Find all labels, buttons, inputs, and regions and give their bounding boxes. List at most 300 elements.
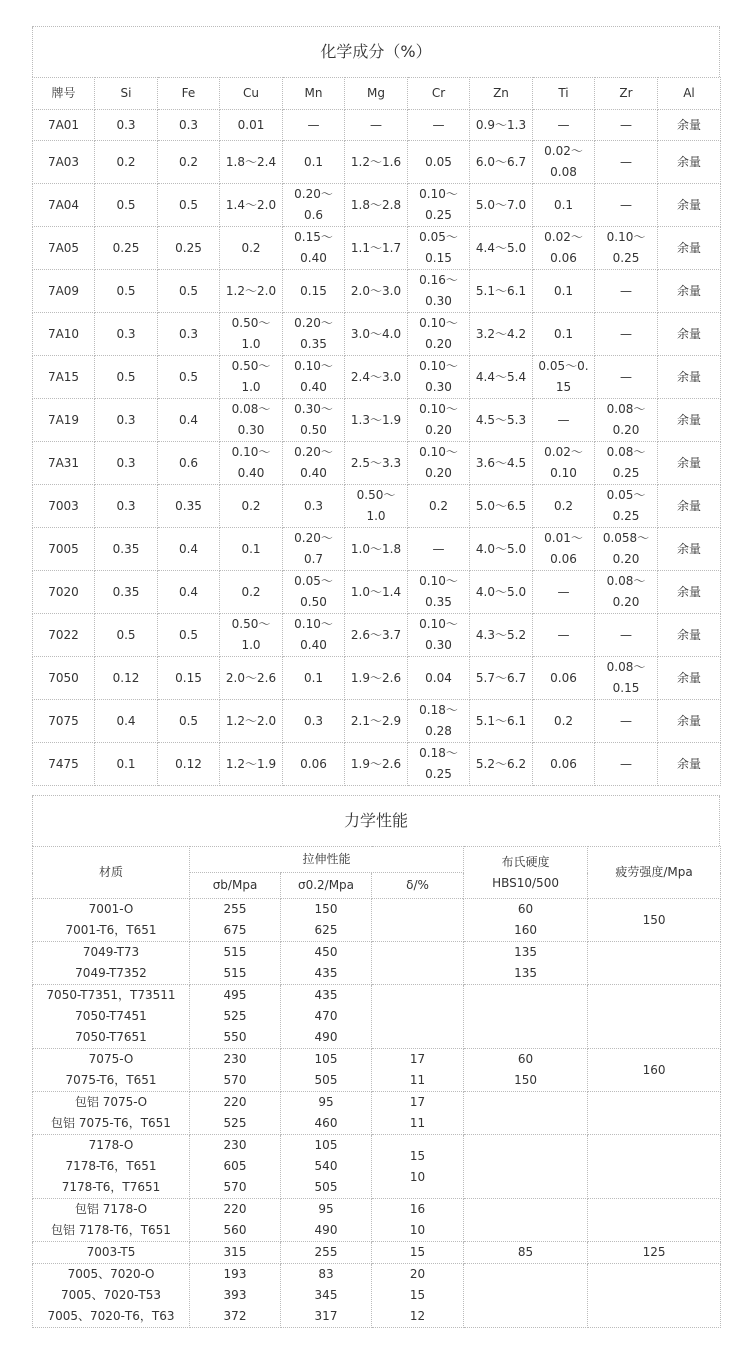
cell-text: 余量 bbox=[676, 713, 701, 728]
table-cell bbox=[658, 356, 721, 399]
cell-text: 0.2 bbox=[178, 154, 199, 169]
table-cell bbox=[283, 356, 345, 399]
table-cell bbox=[220, 184, 283, 227]
table-cell bbox=[595, 227, 658, 270]
table-cell bbox=[283, 141, 345, 184]
table-cell bbox=[588, 1092, 721, 1135]
table-cell bbox=[220, 571, 283, 614]
cell-text: 11 bbox=[409, 1116, 426, 1130]
table-cell bbox=[470, 399, 533, 442]
cell-text: 0.10 bbox=[550, 466, 577, 480]
table-cell bbox=[158, 110, 220, 141]
cell-text: 7005、7020-O bbox=[67, 1267, 155, 1281]
cell-text: 525 bbox=[223, 1009, 247, 1023]
table-cell bbox=[33, 528, 95, 571]
cell-text: 7020 bbox=[48, 584, 79, 599]
table-cell bbox=[283, 614, 345, 657]
table-cell bbox=[533, 700, 595, 743]
table-cell bbox=[658, 313, 721, 356]
table-cell bbox=[533, 313, 595, 356]
table-cell bbox=[595, 270, 658, 313]
cell-text: — bbox=[620, 117, 632, 132]
cell-text: 220 bbox=[223, 1095, 247, 1109]
cell-text: 0.05～0. bbox=[538, 359, 589, 373]
table-cell bbox=[408, 399, 470, 442]
cell-text: 7049-T73 bbox=[82, 945, 140, 959]
cell-text: 0.06 bbox=[300, 756, 327, 771]
table-row bbox=[33, 1135, 721, 1199]
cell-text: 0.15 bbox=[300, 283, 327, 298]
cell-text: 95 bbox=[318, 1202, 334, 1216]
table-cell bbox=[464, 1135, 588, 1199]
cell-text: 包铝 7178-T6，T651 bbox=[51, 1223, 171, 1237]
table-cell bbox=[220, 399, 283, 442]
table-cell bbox=[33, 270, 95, 313]
table-cell bbox=[658, 399, 721, 442]
table-cell bbox=[95, 442, 158, 485]
cell-text: 0.3 bbox=[116, 455, 136, 470]
table-cell bbox=[345, 442, 408, 485]
table-cell bbox=[464, 985, 588, 1049]
table-cell bbox=[345, 700, 408, 743]
cell-text: 0.20 bbox=[425, 466, 452, 480]
mechanical-properties-table bbox=[32, 846, 721, 1328]
cell-text: 0.20～ bbox=[294, 187, 333, 201]
cell-text: 0.04 bbox=[425, 670, 452, 685]
cell-text: 0.06 bbox=[550, 670, 577, 685]
table-cell bbox=[33, 985, 190, 1049]
cell-text: 525 bbox=[223, 1116, 247, 1130]
table-cell bbox=[95, 485, 158, 528]
cell-text: 0.2 bbox=[428, 498, 449, 513]
column-header: Fe bbox=[158, 78, 220, 110]
table-cell bbox=[595, 700, 658, 743]
table-cell bbox=[158, 528, 220, 571]
cell-text: 490 bbox=[314, 1030, 338, 1044]
table-cell bbox=[464, 1049, 588, 1092]
cell-text: 0.06 bbox=[550, 251, 577, 265]
header-sigma-b: σb/Mpa bbox=[190, 873, 281, 899]
table-cell bbox=[408, 110, 470, 141]
table-cell bbox=[190, 1264, 281, 1328]
cell-text: 0.058～ bbox=[602, 531, 650, 545]
cell-text: 0.08～ bbox=[606, 574, 646, 588]
table-row bbox=[33, 110, 721, 141]
cell-text: 1.3～1.9 bbox=[350, 412, 402, 427]
table-cell bbox=[595, 184, 658, 227]
cell-text: 0.1 bbox=[553, 326, 574, 341]
table-cell bbox=[281, 1264, 372, 1328]
table-cell bbox=[658, 110, 721, 141]
table-cell bbox=[345, 657, 408, 700]
cell-text: 0.02～ bbox=[544, 445, 583, 459]
cell-text: 0.08～ bbox=[606, 660, 646, 674]
table-cell bbox=[33, 1049, 190, 1092]
cell-text: 7A03 bbox=[47, 154, 80, 169]
table-cell bbox=[95, 571, 158, 614]
cell-text: — bbox=[620, 627, 632, 642]
cell-text: 372 bbox=[223, 1309, 247, 1323]
cell-text: 1.0～1.4 bbox=[350, 584, 402, 599]
table-header-row bbox=[33, 78, 721, 110]
cell-text: 0.15 bbox=[175, 670, 202, 685]
table-cell bbox=[658, 743, 721, 786]
table-cell bbox=[470, 571, 533, 614]
table-cell bbox=[595, 485, 658, 528]
cell-text: — bbox=[307, 117, 320, 132]
cell-text: 7050-T7451 bbox=[75, 1009, 147, 1023]
table-cell bbox=[533, 571, 595, 614]
table-cell bbox=[464, 1264, 588, 1328]
table-cell bbox=[220, 141, 283, 184]
table-cell bbox=[158, 442, 220, 485]
cell-text: 0.30 bbox=[425, 294, 452, 308]
table-cell bbox=[33, 227, 95, 270]
cell-text: 0.06 bbox=[550, 756, 577, 771]
table-cell bbox=[470, 743, 533, 786]
cell-text: 0.40 bbox=[300, 466, 327, 480]
cell-text: 160 bbox=[642, 1062, 666, 1077]
table-cell bbox=[95, 270, 158, 313]
cell-text: 4.5～5.3 bbox=[475, 412, 527, 427]
cell-text: 1.9～2.6 bbox=[350, 670, 402, 685]
table-cell bbox=[470, 485, 533, 528]
table-cell bbox=[533, 399, 595, 442]
cell-text: 570 bbox=[223, 1180, 247, 1194]
cell-text: 0.25 bbox=[112, 240, 140, 255]
table-cell bbox=[588, 985, 721, 1049]
cell-text: 515 bbox=[223, 966, 247, 980]
table-cell bbox=[345, 110, 408, 141]
cell-text: 490 bbox=[314, 1223, 338, 1237]
table-cell bbox=[345, 528, 408, 571]
cell-text: 0.25 bbox=[425, 208, 452, 222]
cell-text: 0.35 bbox=[175, 498, 202, 513]
cell-text: — bbox=[432, 117, 445, 132]
table-row bbox=[33, 942, 721, 985]
cell-text: 0.05～ bbox=[294, 574, 333, 588]
table-cell bbox=[283, 743, 345, 786]
table-cell bbox=[158, 270, 220, 313]
table-cell bbox=[33, 399, 95, 442]
table-cell bbox=[220, 110, 283, 141]
table-cell bbox=[658, 485, 721, 528]
cell-text: 230 bbox=[223, 1052, 247, 1066]
table-cell bbox=[595, 110, 658, 141]
table-cell bbox=[33, 614, 95, 657]
cell-text: 1.1～1.7 bbox=[350, 240, 402, 255]
cell-text: 5.7～6.7 bbox=[475, 670, 527, 685]
cell-text: 7005、7020-T6，T63 bbox=[47, 1309, 175, 1323]
cell-text: 435 bbox=[314, 988, 338, 1002]
cell-text: 0.10～ bbox=[419, 316, 458, 330]
cell-text: 345 bbox=[314, 1288, 338, 1302]
table-cell bbox=[533, 442, 595, 485]
cell-text: 3.6～4.5 bbox=[475, 455, 527, 470]
table-cell bbox=[95, 528, 158, 571]
table-cell bbox=[158, 614, 220, 657]
cell-text: 125 bbox=[642, 1245, 666, 1259]
cell-text: 0.08～ bbox=[231, 402, 271, 416]
cell-text: — bbox=[557, 584, 570, 599]
cell-text: 15 bbox=[409, 1245, 426, 1259]
table-cell bbox=[283, 528, 345, 571]
cell-text: 83 bbox=[318, 1267, 334, 1281]
cell-text: 0.3 bbox=[116, 326, 136, 341]
cell-text: 0.15 bbox=[612, 681, 640, 695]
cell-text: 7075-O bbox=[88, 1052, 134, 1066]
table-cell bbox=[372, 1242, 464, 1264]
cell-text: 5.2～6.2 bbox=[475, 756, 527, 771]
cell-text: 495 bbox=[223, 988, 247, 1002]
cell-text: 0.3 bbox=[303, 498, 324, 513]
table-cell bbox=[588, 1049, 721, 1092]
cell-text: 435 bbox=[314, 966, 338, 980]
table-cell bbox=[658, 571, 721, 614]
table-cell bbox=[158, 700, 220, 743]
cell-text: 0.10～ bbox=[294, 617, 333, 631]
table-cell bbox=[190, 1092, 281, 1135]
header-hardness-line: 布氏硬度 bbox=[501, 854, 550, 869]
cell-text: 2.4～3.0 bbox=[350, 369, 402, 384]
cell-text: 1.8～2.4 bbox=[225, 154, 277, 169]
column-header: Al bbox=[658, 78, 721, 110]
cell-text: 255 bbox=[223, 902, 247, 916]
table-row bbox=[33, 141, 721, 184]
table-cell bbox=[345, 313, 408, 356]
cell-text: — bbox=[557, 412, 570, 427]
table-cell bbox=[470, 313, 533, 356]
cell-text: 7A19 bbox=[47, 412, 80, 427]
cell-text: 1.4～2.0 bbox=[225, 197, 277, 212]
cell-text: 余量 bbox=[676, 627, 701, 642]
cell-text: 0.25 bbox=[425, 767, 452, 781]
cell-text: 15 bbox=[409, 1148, 426, 1163]
header-material: 材质 bbox=[33, 847, 190, 899]
cell-text: 1.9～2.6 bbox=[350, 756, 402, 771]
cell-text: 0.6 bbox=[303, 208, 324, 222]
table-cell bbox=[533, 743, 595, 786]
table-row bbox=[33, 899, 721, 942]
cell-text: 5.1～6.1 bbox=[475, 713, 527, 728]
table-cell bbox=[372, 942, 464, 985]
cell-text: 17 bbox=[409, 1052, 426, 1066]
table-cell bbox=[470, 700, 533, 743]
cell-text: 515 bbox=[223, 945, 247, 959]
cell-text: 0.20～ bbox=[294, 531, 333, 545]
table-cell bbox=[33, 356, 95, 399]
cell-text: 0.50 bbox=[300, 595, 327, 609]
column-header: Cr bbox=[408, 78, 470, 110]
cell-text: 0.35 bbox=[112, 541, 140, 556]
table-cell bbox=[345, 743, 408, 786]
cell-text: 0.10～ bbox=[419, 402, 458, 416]
cell-text: 7075-T6，T651 bbox=[65, 1073, 157, 1087]
cell-text: 0.01 bbox=[237, 117, 265, 132]
table-cell bbox=[158, 485, 220, 528]
table-cell bbox=[588, 942, 721, 985]
cell-text: 0.05～ bbox=[419, 230, 458, 244]
cell-text: 0.35 bbox=[300, 337, 327, 351]
table-cell bbox=[95, 313, 158, 356]
cell-text: 0.2 bbox=[241, 498, 261, 513]
table-cell bbox=[281, 985, 372, 1049]
cell-text: 7005、7020-T53 bbox=[60, 1288, 161, 1302]
cell-text: 余量 bbox=[676, 541, 701, 556]
table-cell bbox=[372, 1264, 464, 1328]
table-row bbox=[33, 743, 721, 786]
column-header: Mn bbox=[283, 78, 345, 110]
cell-text: 0.10～ bbox=[419, 445, 458, 459]
cell-text: 0.35 bbox=[425, 595, 452, 609]
table-cell bbox=[408, 227, 470, 270]
table-cell bbox=[345, 485, 408, 528]
cell-text: 0.08～ bbox=[606, 402, 646, 416]
table-cell bbox=[408, 485, 470, 528]
table-cell bbox=[408, 700, 470, 743]
cell-text: 135 bbox=[514, 966, 537, 980]
table-cell bbox=[281, 942, 372, 985]
cell-text: 0.2 bbox=[241, 584, 261, 599]
cell-text: 0.18～ bbox=[419, 746, 458, 760]
table-cell bbox=[408, 442, 470, 485]
cell-text: 1.0 bbox=[241, 638, 261, 652]
table-cell bbox=[588, 899, 721, 942]
cell-text: 160 bbox=[514, 923, 537, 937]
table-cell bbox=[595, 528, 658, 571]
cell-text: 105 bbox=[314, 1052, 338, 1066]
table-cell bbox=[470, 184, 533, 227]
table-cell bbox=[658, 528, 721, 571]
cell-text: 7022 bbox=[48, 627, 79, 642]
cell-text: 余量 bbox=[676, 154, 701, 169]
cell-text: 4.4～5.4 bbox=[475, 369, 527, 384]
cell-text: 11 bbox=[409, 1073, 426, 1087]
table-cell bbox=[408, 270, 470, 313]
table-cell bbox=[470, 110, 533, 141]
cell-text: 0.1 bbox=[303, 154, 324, 169]
cell-text: 540 bbox=[314, 1159, 338, 1173]
cell-text: 0.25 bbox=[612, 251, 640, 265]
table-cell bbox=[33, 700, 95, 743]
table-cell bbox=[158, 657, 220, 700]
cell-text: 0.20 bbox=[612, 552, 640, 566]
table-cell bbox=[95, 110, 158, 141]
cell-text: 10 bbox=[409, 1169, 426, 1184]
cell-text: 余量 bbox=[676, 369, 701, 384]
table-cell bbox=[658, 700, 721, 743]
table-cell bbox=[281, 1049, 372, 1092]
table-row bbox=[33, 571, 721, 614]
table-cell bbox=[408, 614, 470, 657]
table-row bbox=[33, 485, 721, 528]
table-cell bbox=[464, 1242, 588, 1264]
table-cell bbox=[588, 1199, 721, 1242]
table-cell bbox=[533, 356, 595, 399]
table-cell bbox=[533, 184, 595, 227]
table-cell bbox=[408, 528, 470, 571]
table-row bbox=[33, 1049, 721, 1092]
cell-text: 0.10～ bbox=[419, 359, 458, 373]
table-cell bbox=[372, 985, 464, 1049]
cell-text: 7003-T5 bbox=[86, 1245, 136, 1259]
cell-text: 0.9～1.3 bbox=[475, 117, 527, 132]
table-cell bbox=[345, 399, 408, 442]
cell-text: 470 bbox=[314, 1009, 338, 1023]
table-cell bbox=[95, 399, 158, 442]
table-cell bbox=[281, 1242, 372, 1264]
cell-text: 0.1 bbox=[116, 756, 136, 771]
table-cell bbox=[95, 356, 158, 399]
cell-text: 余量 bbox=[676, 412, 701, 427]
cell-text: 7049-T7352 bbox=[75, 966, 147, 980]
cell-text: 393 bbox=[223, 1288, 247, 1302]
table-cell bbox=[190, 1199, 281, 1242]
cell-text: 0.12 bbox=[175, 756, 202, 771]
cell-text: 0.40 bbox=[300, 638, 327, 652]
cell-text: 0.5 bbox=[178, 197, 199, 212]
table-cell bbox=[470, 141, 533, 184]
cell-text: 0.50 bbox=[300, 423, 327, 437]
cell-text: — bbox=[620, 756, 632, 771]
cell-text: 余量 bbox=[676, 584, 701, 599]
table-cell bbox=[281, 1135, 372, 1199]
table-cell bbox=[220, 743, 283, 786]
table-cell bbox=[470, 528, 533, 571]
table-cell bbox=[533, 227, 595, 270]
table-cell bbox=[408, 743, 470, 786]
table-cell bbox=[595, 356, 658, 399]
cell-text: 余量 bbox=[676, 240, 701, 255]
cell-text: 60 bbox=[517, 902, 534, 916]
cell-text: 15 bbox=[409, 1288, 426, 1302]
cell-text: 7001-T6，T651 bbox=[65, 923, 157, 937]
cell-text: 0.12 bbox=[112, 670, 140, 685]
table-cell bbox=[345, 356, 408, 399]
table-cell bbox=[33, 1199, 190, 1242]
cell-text: 余量 bbox=[676, 756, 701, 771]
cell-text: 0.3 bbox=[116, 412, 136, 427]
table-cell bbox=[408, 313, 470, 356]
table-cell bbox=[533, 485, 595, 528]
cell-text: — bbox=[432, 541, 445, 556]
cell-text: 0.5 bbox=[178, 283, 199, 298]
table-cell bbox=[470, 270, 533, 313]
table-row bbox=[33, 1199, 721, 1242]
cell-text: 7178-O bbox=[88, 1138, 134, 1152]
cell-text: 0.20 bbox=[425, 423, 452, 437]
cell-text: 1.0 bbox=[241, 337, 261, 351]
cell-text: 7050 bbox=[48, 670, 79, 685]
table-cell bbox=[470, 227, 533, 270]
table-cell bbox=[595, 571, 658, 614]
cell-text: 193 bbox=[223, 1267, 247, 1281]
cell-text: 2.0～2.6 bbox=[225, 670, 277, 685]
cell-text: 0.2 bbox=[553, 713, 574, 728]
table-row bbox=[33, 1264, 721, 1328]
header-fatigue: 疲劳强度/Mpa bbox=[588, 847, 721, 899]
cell-text: 460 bbox=[314, 1116, 338, 1130]
cell-text: 0.20 bbox=[612, 423, 640, 437]
table-cell bbox=[372, 1049, 464, 1092]
table-cell bbox=[95, 184, 158, 227]
table-cell bbox=[33, 1264, 190, 1328]
table-cell bbox=[220, 657, 283, 700]
cell-text: — bbox=[557, 627, 570, 642]
table-row bbox=[33, 442, 721, 485]
table-cell bbox=[283, 110, 345, 141]
table-cell bbox=[533, 110, 595, 141]
